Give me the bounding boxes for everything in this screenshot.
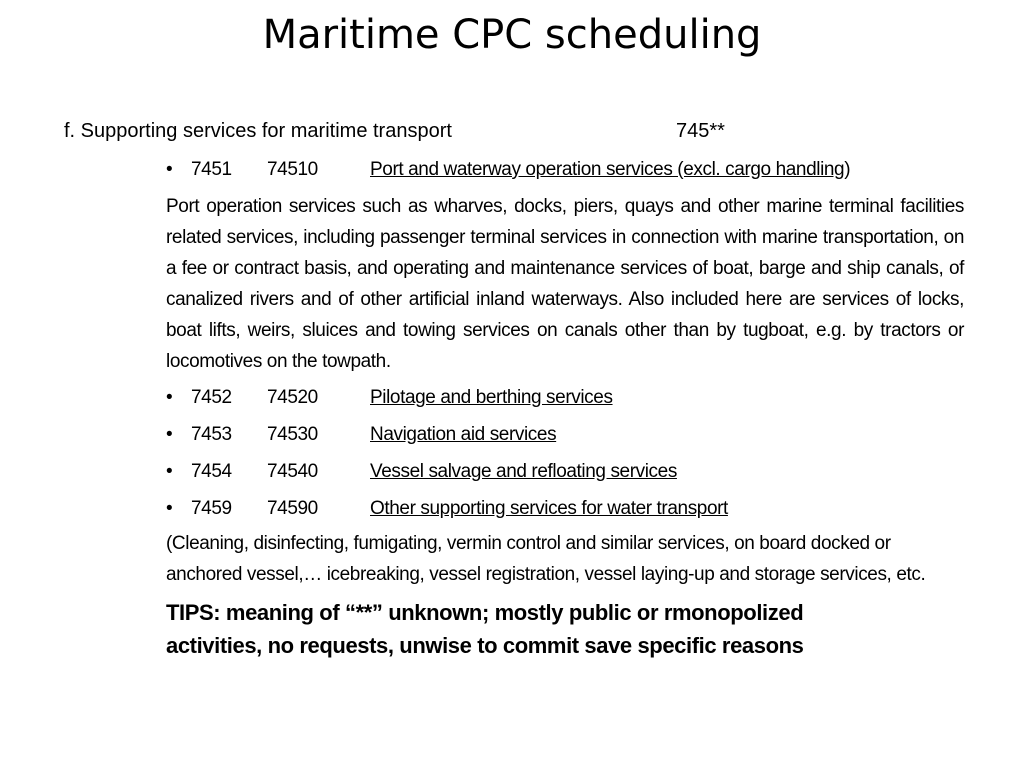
content-body xyxy=(166,155,964,662)
list-item xyxy=(166,155,964,185)
item-description xyxy=(370,494,728,524)
item-description xyxy=(370,457,677,487)
tips-line-1: TIPS: meaning of “**” unknown; mostly public or rmonopolized xyxy=(166,600,804,625)
slide-title: Maritime CPC scheduling xyxy=(262,12,762,58)
section-code: 745** xyxy=(676,120,725,142)
bullet: • xyxy=(166,424,173,445)
other-supporting-paragraph: (Cleaning, disinfecting, fumigating, vermin control and similar services, on board docked or anchored vessel,… icebreaking, vessel registration, vessel laying-up and storage services, etc. xyxy=(166,533,926,585)
subclass-code: 74590 xyxy=(267,498,318,519)
cpc-code: 7459 xyxy=(191,498,232,519)
bullet: • xyxy=(166,387,173,408)
description-suffix: ) xyxy=(844,159,851,180)
bullet: • xyxy=(166,498,173,519)
port-operation-paragraph: Port operation services such as wharves, docks, piers, quays and other marine terminal facilities related services, including passenger terminal services in connection with marine transportation, on a fee or contract basis, and operating and maintenance services of boat, barge and ship canals, of canalized rivers and of other artificial inland waterways. Also included here are services of locks, boat lifts, weirs, sluices and towing services on canals other than by tugboat, e.g. by tractors or locomotives on the towpath. xyxy=(166,196,964,372)
tips-line-2: activities, no requests, unwise to commit save specific reasons xyxy=(166,633,804,658)
subclass-code: 74540 xyxy=(267,461,318,482)
description-underlined: Port and waterway operation services (excl. cargo handling xyxy=(370,159,845,180)
bullet: • xyxy=(166,159,173,180)
section-label: f. Supporting services for maritime transport xyxy=(64,120,452,142)
item-description xyxy=(370,420,556,450)
description-underlined: Other supporting services for water transport xyxy=(370,498,728,519)
cpc-code: 7452 xyxy=(191,387,232,408)
tips-note xyxy=(166,596,964,662)
description-underlined: Vessel salvage and refloating services xyxy=(370,461,677,482)
subclass-code: 74510 xyxy=(267,159,318,180)
description-underlined: Navigation aid services xyxy=(370,424,557,445)
cpc-code: 7451 xyxy=(191,159,232,180)
list-item xyxy=(166,457,964,487)
subclass-code: 74530 xyxy=(267,424,318,445)
cpc-code: 7453 xyxy=(191,424,232,445)
list-item xyxy=(166,494,964,524)
item-description xyxy=(370,383,613,413)
section-heading xyxy=(64,120,964,143)
item-description xyxy=(370,155,850,185)
subclass-code: 74520 xyxy=(267,387,318,408)
cpc-code: 7454 xyxy=(191,461,232,482)
description-underlined: Pilotage and berthing services xyxy=(370,387,613,408)
bullet: • xyxy=(166,461,173,482)
list-item xyxy=(166,420,964,450)
list-item xyxy=(166,383,964,413)
